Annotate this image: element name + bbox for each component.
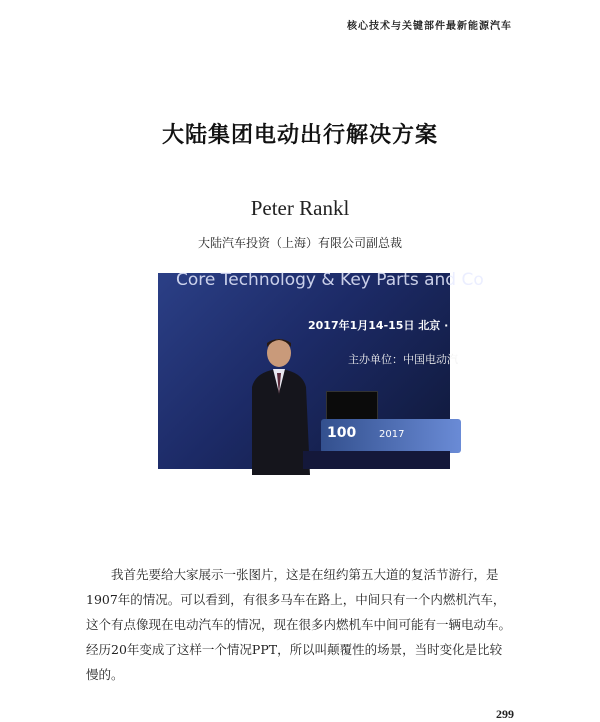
podium-base <box>303 451 450 469</box>
podium <box>321 419 461 453</box>
conference-photo <box>158 270 484 469</box>
body-paragraph: 我首先要给大家展示一张图片，这是在纽约第五大道的复活节游行，是1907年的情况。可以看到，有很多马车在路上，中间只有一个内燃机汽车，这个有点像现在电动汽车的情况，现在很多内燃机车中间可能有一辆电动车。经历20年变成了这样一个情况PPT，所以叫颠覆性的场景，当时变化是比较慢的。 <box>86 567 512 682</box>
podium-year: 2017 <box>379 429 405 440</box>
author-affiliation: 大陆汽车投资（上海）有限公司副总裁 <box>197 236 402 250</box>
photo-organizer-text: 主办单位：中国电动汽 <box>348 353 458 366</box>
running-header: 核心技术与关键部件最新能源汽车 <box>347 21 512 32</box>
photo-date-text: 2017年1月14-15日 北京 · 钓鱼 <box>308 319 475 332</box>
author-name: Peter Rankl <box>250 196 350 220</box>
podium-logo: 100 <box>327 425 357 441</box>
body-text <box>86 562 514 687</box>
page-title: 大陆集团电动出行解决方案 <box>161 123 438 148</box>
page-number: 299 <box>496 707 514 721</box>
photo-banner-text: Core Technology & Key Parts and Co <box>176 270 484 290</box>
